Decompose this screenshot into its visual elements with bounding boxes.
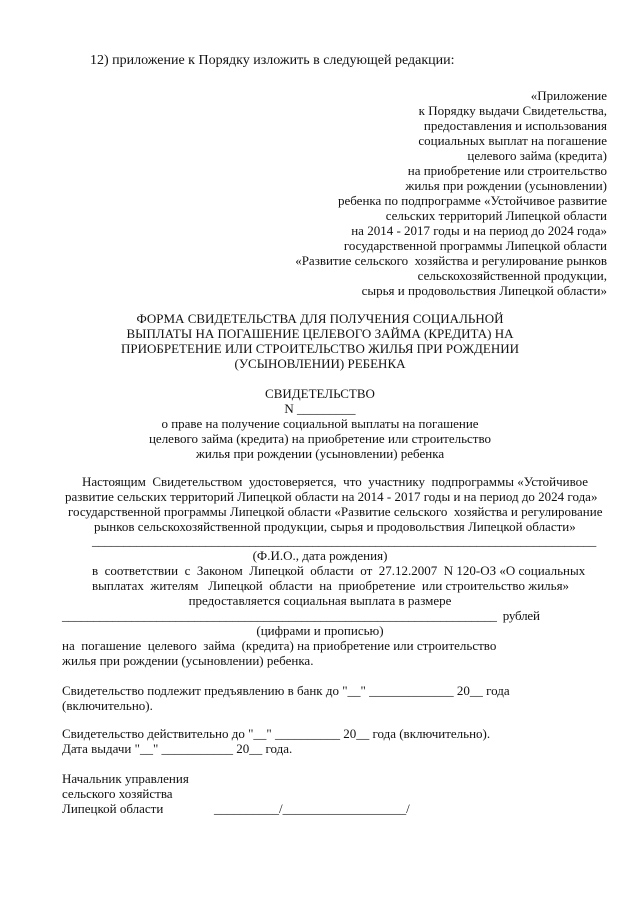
fio-blank-line: ________________________________________________________________________________ (92, 533, 597, 548)
appendix-line: государственной программы Липецкой области (343, 238, 607, 253)
body-line: на погашение целевого займа (кредита) на приобретение или строительство (62, 638, 497, 653)
amount-blank-line: _____________________________________________________________________ рублей (62, 608, 540, 623)
appendix-line: сельских территорий Липецкой области (385, 208, 607, 223)
body-line: рынков сельскохозяйственной продукции, сырья и продовольствия Липецкой области» (94, 519, 576, 534)
signatory-line: Липецкой области (62, 801, 164, 816)
body-line: в соответствии с Законом Липецкой области от 27.12.2007 N 120-ОЗ «О социальных (92, 563, 586, 578)
intro-text: 12) приложение к Порядку изложить в следующей редакции: (90, 53, 455, 68)
form-title-line: (УСЫНОВЛЕНИИ) РЕБЕНКА (234, 356, 406, 371)
body-line: государственной программы Липецкой области «Развитие сельского хозяйства и регулирование (68, 504, 603, 519)
subtitle-line: целевого займа (кредита) на приобретение или строительство (148, 431, 492, 446)
subtitle-line: о праве на получение социальной выплаты на погашение (161, 416, 479, 431)
signature-blank-line: __________/___________________/ (214, 801, 410, 816)
appendix-line: жилья при рождении (усыновлении) (405, 178, 607, 193)
body-line: предоставляется социальная выплата в размере (188, 593, 452, 608)
signatory-line: Начальник управления (62, 771, 189, 786)
appendix-line: «Приложение (530, 88, 607, 103)
subtitle-line: жилья при рождении (усыновлении) ребенка (195, 446, 445, 461)
appendix-line: сельскохозяйственной продукции, (417, 268, 607, 283)
appendix-line: к Порядку выдачи Свидетельства, (418, 103, 607, 118)
appendix-line: социальных выплат на погашение (418, 133, 607, 148)
appendix-line: ребенка по подпрограмме «Устойчивое развитие (337, 193, 607, 208)
body-line: выплатах жителям Липецкой области на приобретение или строительство жилья» (92, 578, 570, 593)
amount-caption: (цифрами и прописью) (256, 623, 384, 638)
certificate-number: N _________ (284, 401, 356, 416)
fio-caption: (Ф.И.О., дата рождения) (252, 548, 388, 563)
appendix-line: на 2014 - 2017 годы и на период до 2024 года» (351, 223, 607, 238)
appendix-line: «Развитие сельского хозяйства и регулирование рынков (295, 253, 607, 268)
bank-clause-line: (включительно). (62, 698, 153, 713)
form-title-line: ПРИОБРЕТЕНИЕ ИЛИ СТРОИТЕЛЬСТВО ЖИЛЬЯ ПРИ РОЖДЕНИИ (121, 341, 519, 356)
bank-clause-line: Свидетельство подлежит предъявлению в банк до "__" _____________ 20__ года (62, 683, 510, 698)
appendix-line: сырья и продовольствия Липецкой области» (361, 283, 607, 298)
appendix-line: предоставления и использования (423, 118, 607, 133)
certificate-title: СВИДЕТЕЛЬСТВО (265, 386, 375, 401)
body-line: жилья при рождении (усыновлении) ребенка. (62, 653, 314, 668)
validity-clause: Свидетельство действительно до "__" __________ 20__ года (включительно). (62, 726, 491, 741)
body-line: развитие сельских территорий Липецкой области на 2014 - 2017 годы и на период до 2024 года» (65, 489, 598, 504)
issue-date: Дата выдачи "__" ___________ 20__ года. (62, 741, 293, 756)
body-line: Настоящим Свидетельством удостоверяется, что участнику подпрограммы «Устойчивое (82, 474, 589, 489)
form-title-line: ФОРМА СВИДЕТЕЛЬСТВА ДЛЯ ПОЛУЧЕНИЯ СОЦИАЛЬНОЙ (136, 311, 504, 326)
appendix-line: целевого займа (кредита) (467, 148, 607, 163)
signatory-line: сельского хозяйства (62, 786, 173, 801)
form-title-line: ВЫПЛАТЫ НА ПОГАШЕНИЕ ЦЕЛЕВОГО ЗАЙМА (КРЕДИТА) НА (126, 326, 514, 341)
appendix-line: на приобретение или строительство (407, 163, 607, 178)
